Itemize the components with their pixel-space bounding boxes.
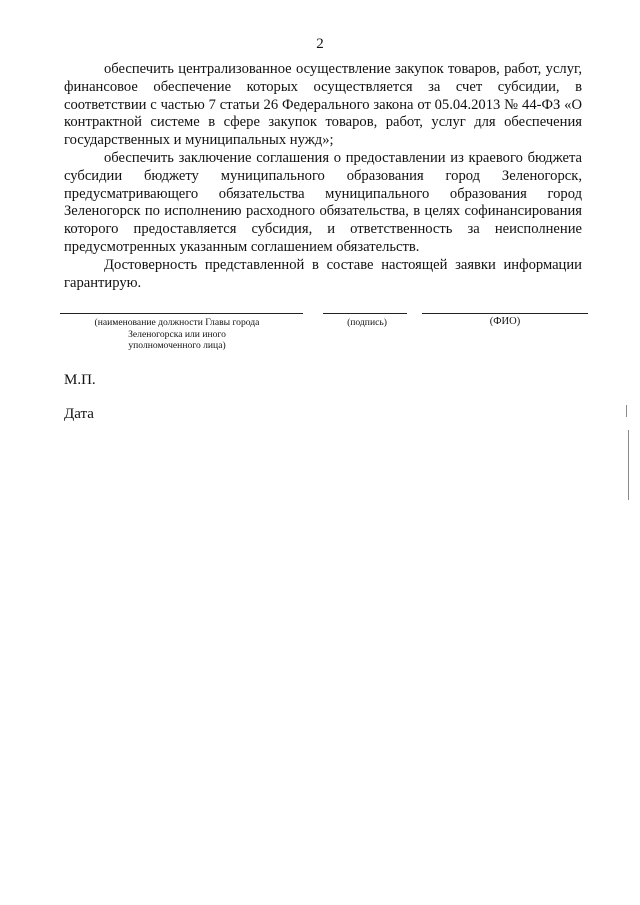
stamp-placeholder: М.П. [64,372,96,388]
sign-caption: (подпись) [347,317,387,328]
position-signature-line [60,313,303,314]
name-signature-line [422,313,588,314]
name-caption: (ФИО) [489,316,521,327]
date-label: Дата [64,406,94,422]
sign-signature-line [323,313,407,314]
paragraph-procurement: обеспечить централизованное осуществление закупок товаров, работ, услуг, финансовое обеспечение которых осуществляется за счет субсидии, в соответствии с частью 7 статьи 26 Федерального закона от 05.04.2013 № 44-ФЗ «О контрактной системе в сфере закупок товаров, работ, услуг для обеспечения государственных и муниципальных нужд»; [64,61,582,149]
scan-edge-mark [628,430,629,500]
position-caption: (наименование должности Главы города Зеленогорска или иного уполномоченного лица) [94,317,260,351]
page-number: 2 [316,36,324,52]
paragraph-agreement: обеспечить заключение соглашения о предоставлении из краевого бюджета субсидии бюджету муниципального образования город Зеленогорск, предусматривающего обязательства муниципального образования город Зеленогорск по исполнению расходного обязательства, в целях софинансирования которого предоставляется субсидия, и ответственность за неисполнение предусмотренных указанным соглашением обязательств. [64,149,582,255]
document-body [64,61,582,292]
paragraph-guarantee: Достоверность представленной в составе настоящей заявки информации гарантирую. [64,256,582,291]
scan-edge-mark [626,405,627,417]
